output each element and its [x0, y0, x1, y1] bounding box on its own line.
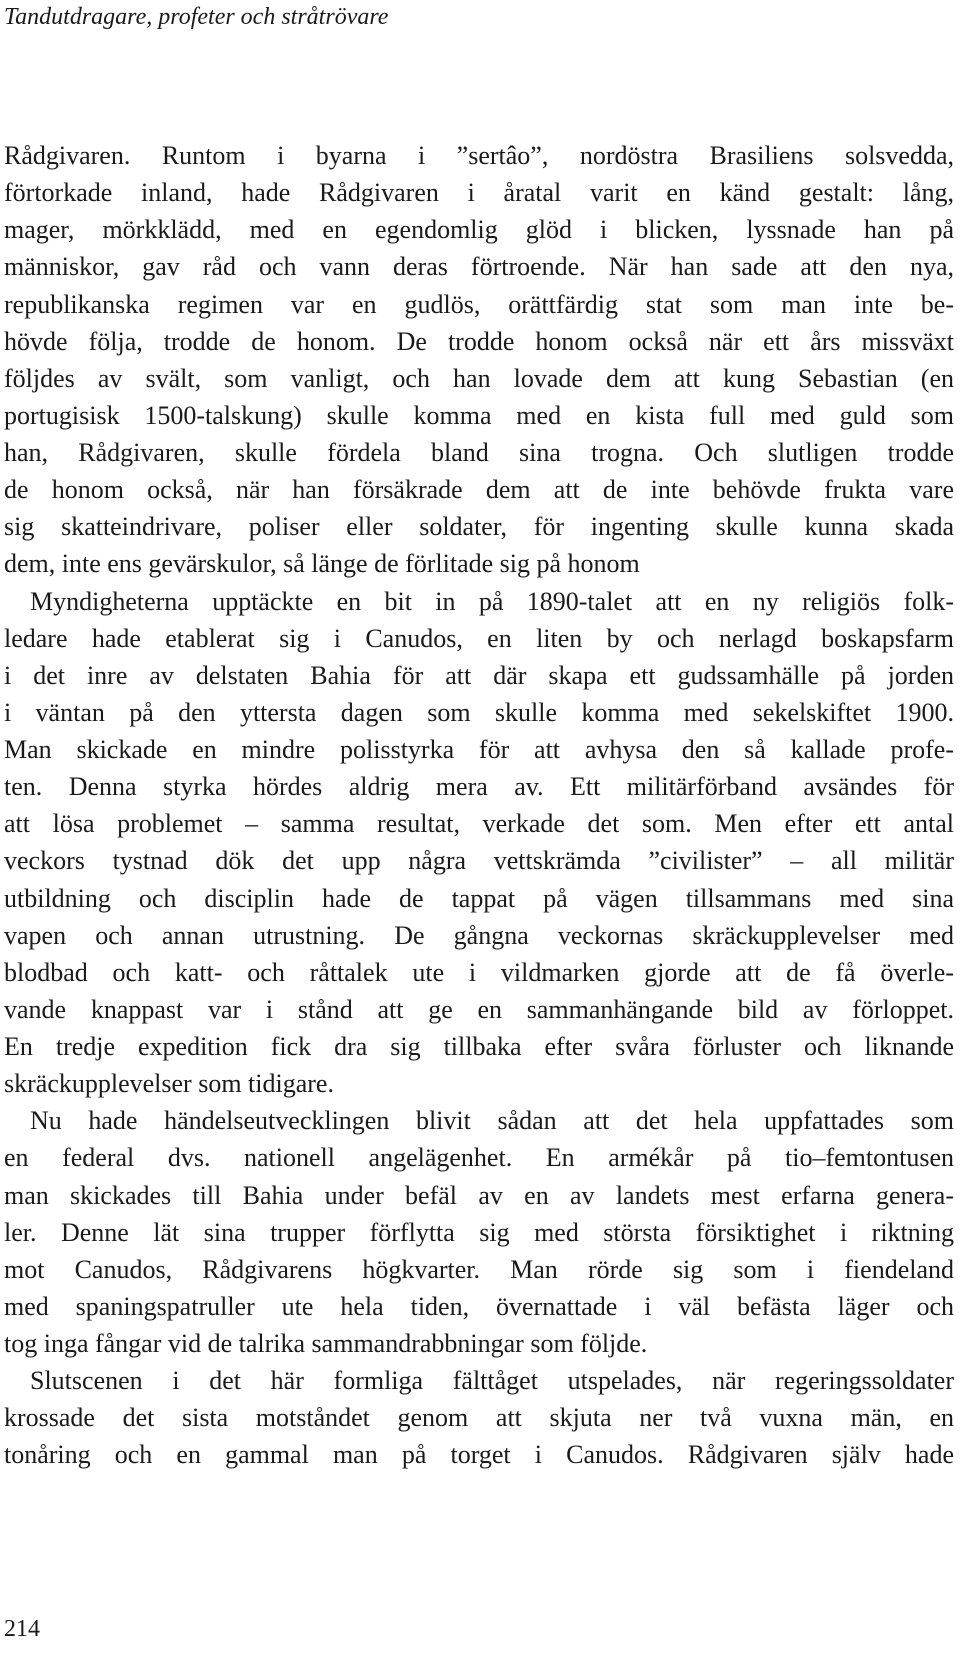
text-line: skräckupplevelser som tidigare.: [4, 1069, 334, 1099]
text-line: man skickades till Bahia under befäl av en av landets mest erfarna genera-: [4, 1180, 954, 1210]
text-line: tonåring och en gammal man på torget i Canudos. Rådgivaren själv hade: [4, 1440, 954, 1470]
text-line: blodbad och katt- och råttalek ute i vildmarken gjorde att de få överle-: [4, 957, 954, 987]
text-line: mager, mörkklädd, med en egendomlig glöd i blicken, lyssnade han på: [4, 215, 954, 245]
text-line: sig skatteindrivare, poliser eller soldater, för ingenting skulle kunna skada: [4, 512, 954, 542]
text-line: dem, inte ens gevärskulor, så länge de förlitade sig på honom: [4, 549, 640, 579]
text-line: han, Rådgivaren, skulle fördela bland sina trogna. Och slutligen trodde: [4, 438, 954, 467]
text-line: i väntan på den yttersta dagen som skulle komma med sekelskiftet 1900.: [4, 697, 954, 727]
text-line: förtorkade inland, hade Rådgivaren i åratal varit en känd gestalt: lång,: [4, 178, 954, 208]
text-line: ledare hade etablerat sig i Canudos, en liten by och nerlagd boskapsfarm: [4, 623, 954, 653]
text-line: i det inre av delstaten Bahia för att där skapa ett gudssamhälle på jorden: [4, 660, 954, 690]
text-line: Man skickade en mindre polisstyrka för att avhysa den så kallade profe-: [4, 735, 954, 764]
text-line: republikanska regimen var en gudlös, orättfärdig stat som man inte be-: [4, 289, 954, 319]
text-line: portugisisk 1500-talskung) skulle komma med en kista full med guld som: [4, 400, 954, 430]
text-line: krossade det sista motståndet genom att skjuta ner två vuxna män, en: [4, 1403, 954, 1433]
text-line: människor, gav råd och vann deras förtroende. När han sade att den nya,: [4, 252, 954, 282]
text-line: veckors tystnad dök det upp några vettskrämda ”civilister” – all militär: [4, 846, 954, 876]
text-line: ler. Denne lät sina trupper förflytta sig med största försiktighet i riktning: [4, 1217, 954, 1247]
text-line: Slutscenen i det här formliga fälttåget utspelades, när regeringssoldater: [30, 1366, 954, 1396]
text-line: en federal dvs. nationell angelägenhet. En armékår på tio–femtontusen: [4, 1143, 954, 1173]
text-line: tog inga fångar vid de talrika sammandrabbningar som följde.: [4, 1329, 648, 1358]
text-line: med spaningspatruller ute hela tiden, övernattade i väl befästa läger och: [4, 1291, 954, 1321]
text-line: Myndigheterna upptäckte en bit in på 1890-talet att en ny religiös folk-: [30, 586, 954, 616]
body-text: [4, 137, 954, 1474]
running-head: Tandutdragare, profeter och stråtrövare: [4, 4, 389, 30]
text-line: de honom också, när han försäkrade dem att de inte behövde frukta vare: [4, 475, 954, 505]
text-line: hövde följa, trodde de honom. De trodde honom också när ett års missväxt: [4, 326, 954, 356]
text-line: vapen och annan utrustning. De gångna veckornas skräckupplevelser med: [4, 920, 954, 950]
text-line: Nu hade händelseutvecklingen blivit sådan att det hela uppfattades som: [30, 1106, 954, 1136]
text-line: En tredje expedition fick dra sig tillbaka efter svåra förluster och liknande: [4, 1032, 954, 1061]
text-line: ten. Denna styrka hördes aldrig mera av. Ett militärförband avsändes för: [4, 772, 954, 802]
text-line: utbildning och disciplin hade de tappat på vägen tillsammans med sina: [4, 883, 954, 913]
text-line: att lösa problemet – samma resultat, verkade det som. Men efter ett antal: [4, 809, 954, 839]
text-line: Rådgivaren. Runtom i byarna i ”sertâo”, nordöstra Brasiliens solsvedda,: [4, 141, 954, 170]
text-line: vande knappast var i stånd att ge en sammanhängande bild av förloppet.: [4, 994, 954, 1024]
text-line: mot Canudos, Rådgivarens högkvarter. Man rörde sig som i fiendeland: [4, 1254, 954, 1284]
text-line: följdes av svält, som vanligt, och han lovade dem att kung Sebastian (en: [4, 363, 954, 393]
page-number: 214: [4, 1616, 40, 1642]
